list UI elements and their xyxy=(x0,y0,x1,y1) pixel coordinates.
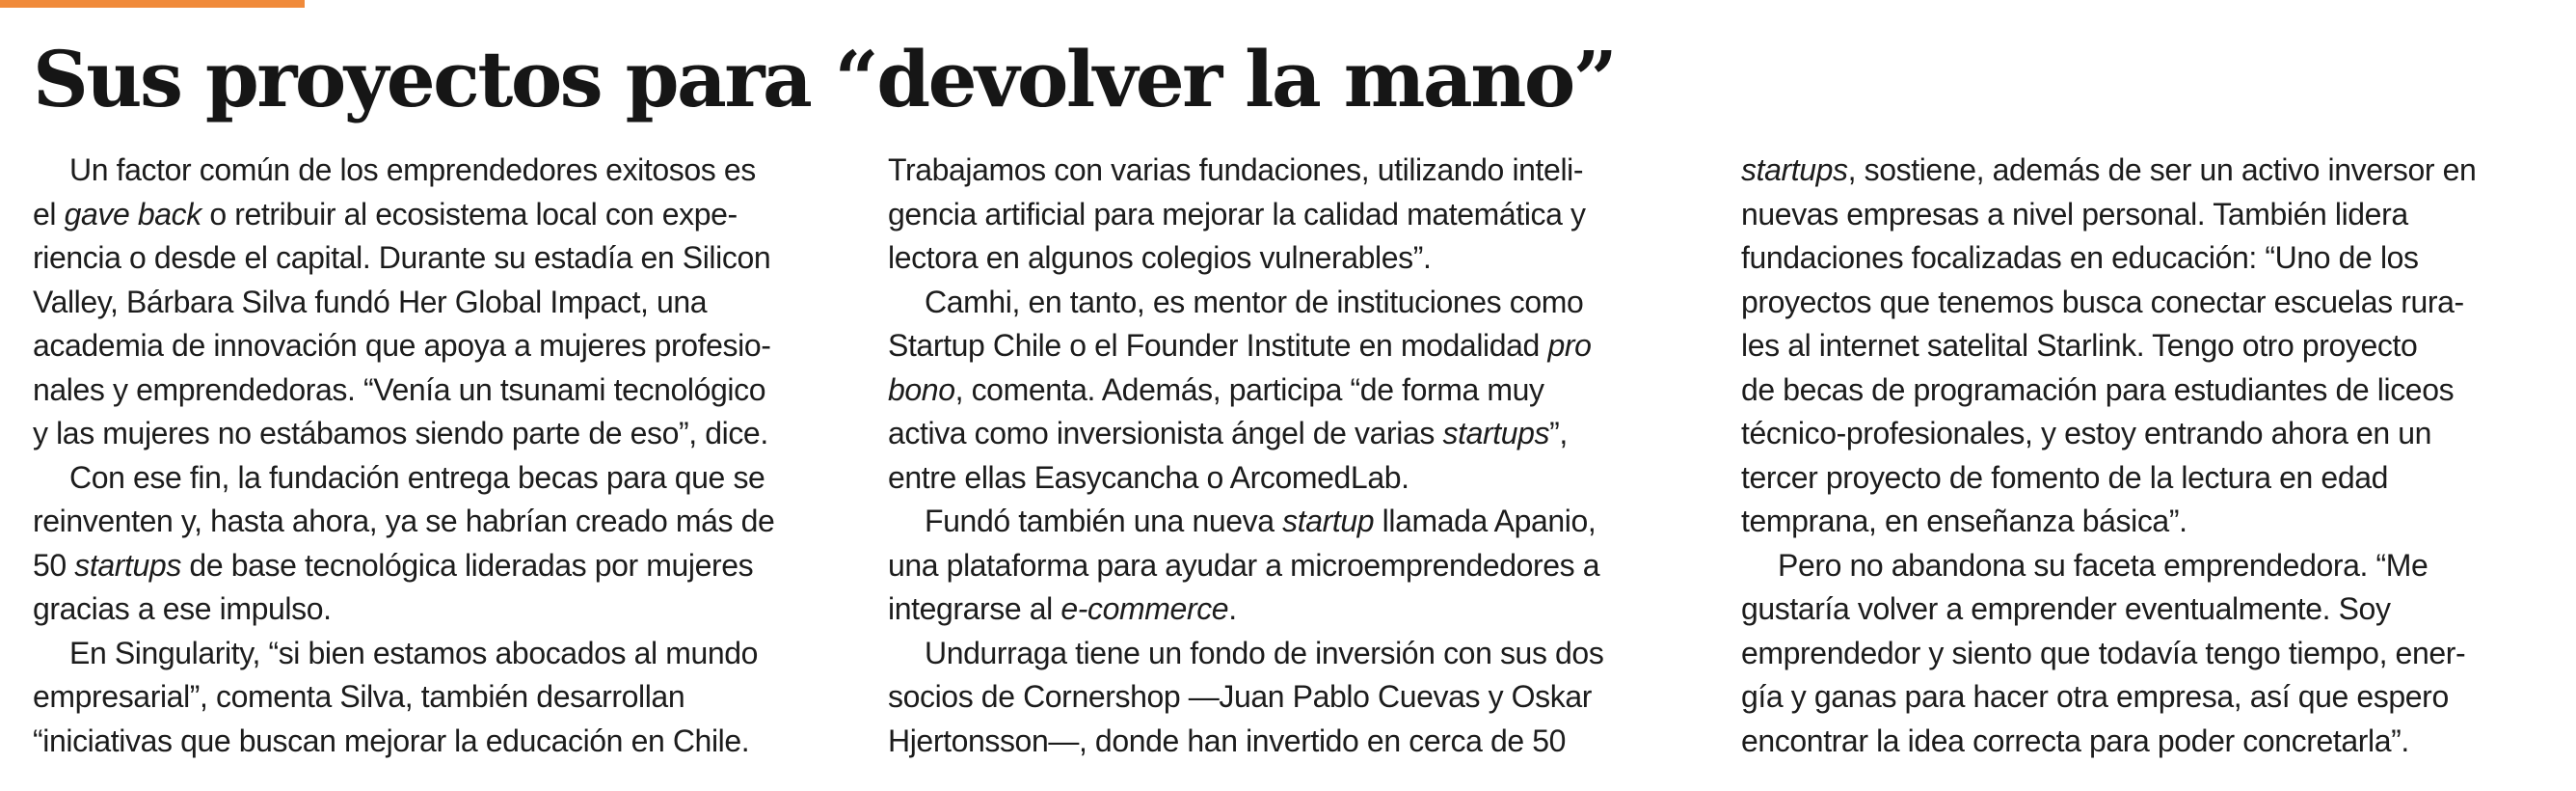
italic-term: pro xyxy=(1547,328,1592,363)
text-line xyxy=(888,632,1707,676)
text-line xyxy=(888,500,1707,544)
text-line xyxy=(1741,632,2561,676)
text-segment: gracias a ese impulso. xyxy=(33,591,332,626)
text-segment: tercer proyecto de fomento de la lectura en edad xyxy=(1741,459,2389,495)
text-line xyxy=(1741,500,2561,544)
text-segment: 50 xyxy=(33,547,75,583)
text-line xyxy=(1741,412,2561,456)
text-segment: una plataforma para ayudar a microemprendedores a xyxy=(888,547,1600,583)
text-segment: Un factor común de los emprendedores exitosos es xyxy=(69,152,756,187)
text-segment: llamada Apanio, xyxy=(1374,504,1597,538)
italic-term: startups xyxy=(74,547,181,583)
text-segment: activa como inversionista ángel de varias xyxy=(888,416,1443,450)
text-line xyxy=(1741,149,2561,193)
italic-term: startups xyxy=(1741,152,1848,187)
italic-term: gave back xyxy=(64,196,201,232)
text-segment: les al internet satelital Starlink. Tengo otro proyecto xyxy=(1741,328,2418,363)
text-segment: empresarial”, comenta Silva, también desarrollan xyxy=(33,679,685,714)
text-segment: reinventen y, hasta ahora, ya se habrían creado más de xyxy=(33,504,775,538)
text-line xyxy=(1741,544,2561,588)
text-segment: academia de innovación que apoya a mujeres profesio- xyxy=(33,328,771,363)
text-line xyxy=(33,412,852,456)
text-segment: y las mujeres no estábamos siendo parte de eso”, dice. xyxy=(33,416,768,450)
text-segment: el xyxy=(33,196,65,232)
text-segment: , comenta. Además, participa “de forma muy xyxy=(954,371,1544,407)
text-segment: Pero no abandona su faceta emprendedora. “Me xyxy=(1778,547,2428,583)
text-line xyxy=(33,281,852,325)
text-segment: gía y ganas para hacer otra empresa, así que espero xyxy=(1741,679,2449,714)
text-line xyxy=(888,368,1707,413)
text-segment: temprana, en enseñanza básica”. xyxy=(1741,504,2187,538)
italic-term: startups xyxy=(1442,416,1550,450)
text-segment: , sostiene, además de ser un activo inversor en xyxy=(1847,152,2477,187)
text-segment: . xyxy=(1228,591,1237,626)
text-segment: Fundó también una nueva xyxy=(925,504,1283,538)
text-segment: Valley, Bárbara Silva fundó Her Global Impact, una xyxy=(33,284,708,319)
text-segment: nuevas empresas a nivel personal. También lidera xyxy=(1741,196,2408,232)
text-line xyxy=(33,149,852,193)
italic-term: bono xyxy=(888,371,955,407)
text-segment: “iniciativas que buscan mejorar la educación en Chile. xyxy=(33,723,750,758)
text-segment: de base tecnológica lideradas por mujeres xyxy=(180,547,754,583)
text-segment: Undurraga tiene un fondo de inversión con sus dos xyxy=(925,635,1604,670)
text-segment: Startup Chile o el Founder Institute en modalidad xyxy=(888,328,1548,363)
text-line xyxy=(33,368,852,413)
text-segment: entre ellas Easycancha o ArcomedLab. xyxy=(888,459,1409,495)
italic-term: startup xyxy=(1282,504,1375,538)
text-line xyxy=(888,544,1707,588)
text-segment: proyectos que tenemos busca conectar escuelas rura- xyxy=(1741,284,2464,319)
text-line xyxy=(33,544,852,588)
text-segment: Camhi, en tanto, es mentor de instituciones como xyxy=(925,284,1584,319)
text-segment: riencia o desde el capital. Durante su estadía en Silicon xyxy=(33,240,771,275)
text-segment: de becas de programación para estudiantes de liceos xyxy=(1741,371,2455,407)
text-segment: gencia artificial para mejorar la calidad matemática y xyxy=(888,196,1586,232)
text-line xyxy=(1741,587,2561,632)
text-line xyxy=(888,720,1707,764)
text-line xyxy=(1741,368,2561,413)
text-line xyxy=(33,236,852,281)
text-line xyxy=(1741,675,2561,720)
text-segment: Trabajamos con varias fundaciones, utilizando inteli- xyxy=(888,152,1584,187)
article-headline: Sus proyectos para “devolver la mano” xyxy=(33,34,1616,124)
text-segment: fundaciones focalizadas en educación: “Uno de los xyxy=(1741,240,2419,275)
text-segment: Hjertonsson—, donde han invertido en cerca de 50 xyxy=(888,723,1567,758)
text-line xyxy=(33,720,852,764)
text-line xyxy=(888,324,1707,368)
article-column-3 xyxy=(1741,149,2561,763)
text-line xyxy=(1741,193,2561,237)
text-segment: emprendedor y siento que todavía tengo tiempo, ener- xyxy=(1741,635,2466,670)
text-segment: En Singularity, “si bien estamos abocados al mundo xyxy=(69,635,759,670)
text-line xyxy=(33,324,852,368)
text-line xyxy=(1741,281,2561,325)
italic-term: e-commerce xyxy=(1060,591,1229,626)
text-segment: técnico-profesionales, y estoy entrando ahora en un xyxy=(1741,416,2432,450)
text-segment: ”, xyxy=(1549,416,1568,450)
text-segment: encontrar la idea correcta para poder concretarla”. xyxy=(1741,723,2409,758)
text-line xyxy=(33,632,852,676)
text-line xyxy=(1741,456,2561,501)
text-line xyxy=(1741,720,2561,764)
text-line xyxy=(888,193,1707,237)
text-segment: o retribuir al ecosistema local con expe- xyxy=(201,196,738,232)
text-line xyxy=(888,281,1707,325)
text-line xyxy=(888,587,1707,632)
text-segment: socios de Cornershop —Juan Pablo Cuevas y Oskar xyxy=(888,679,1593,714)
article-column-1 xyxy=(33,149,852,763)
text-line xyxy=(33,675,852,720)
text-line xyxy=(1741,324,2561,368)
text-segment: lectora en algunos colegios vulnerables”. xyxy=(888,240,1432,275)
text-segment: nales y emprendedoras. “Venía un tsunami tecnológico xyxy=(33,371,766,407)
text-segment: integrarse al xyxy=(888,591,1061,626)
article-column-2 xyxy=(888,149,1707,763)
text-line xyxy=(888,149,1707,193)
text-line xyxy=(888,412,1707,456)
section-accent-bar xyxy=(0,0,305,8)
text-line xyxy=(33,456,852,501)
text-line xyxy=(888,236,1707,281)
text-line xyxy=(33,193,852,237)
text-segment: Con ese fin, la fundación entrega becas para que se xyxy=(69,459,765,495)
text-line xyxy=(888,675,1707,720)
text-segment: gustaría volver a emprender eventualmente. Soy xyxy=(1741,591,2391,626)
text-line xyxy=(888,456,1707,501)
text-line xyxy=(1741,236,2561,281)
text-line xyxy=(33,500,852,544)
text-line xyxy=(33,587,852,632)
